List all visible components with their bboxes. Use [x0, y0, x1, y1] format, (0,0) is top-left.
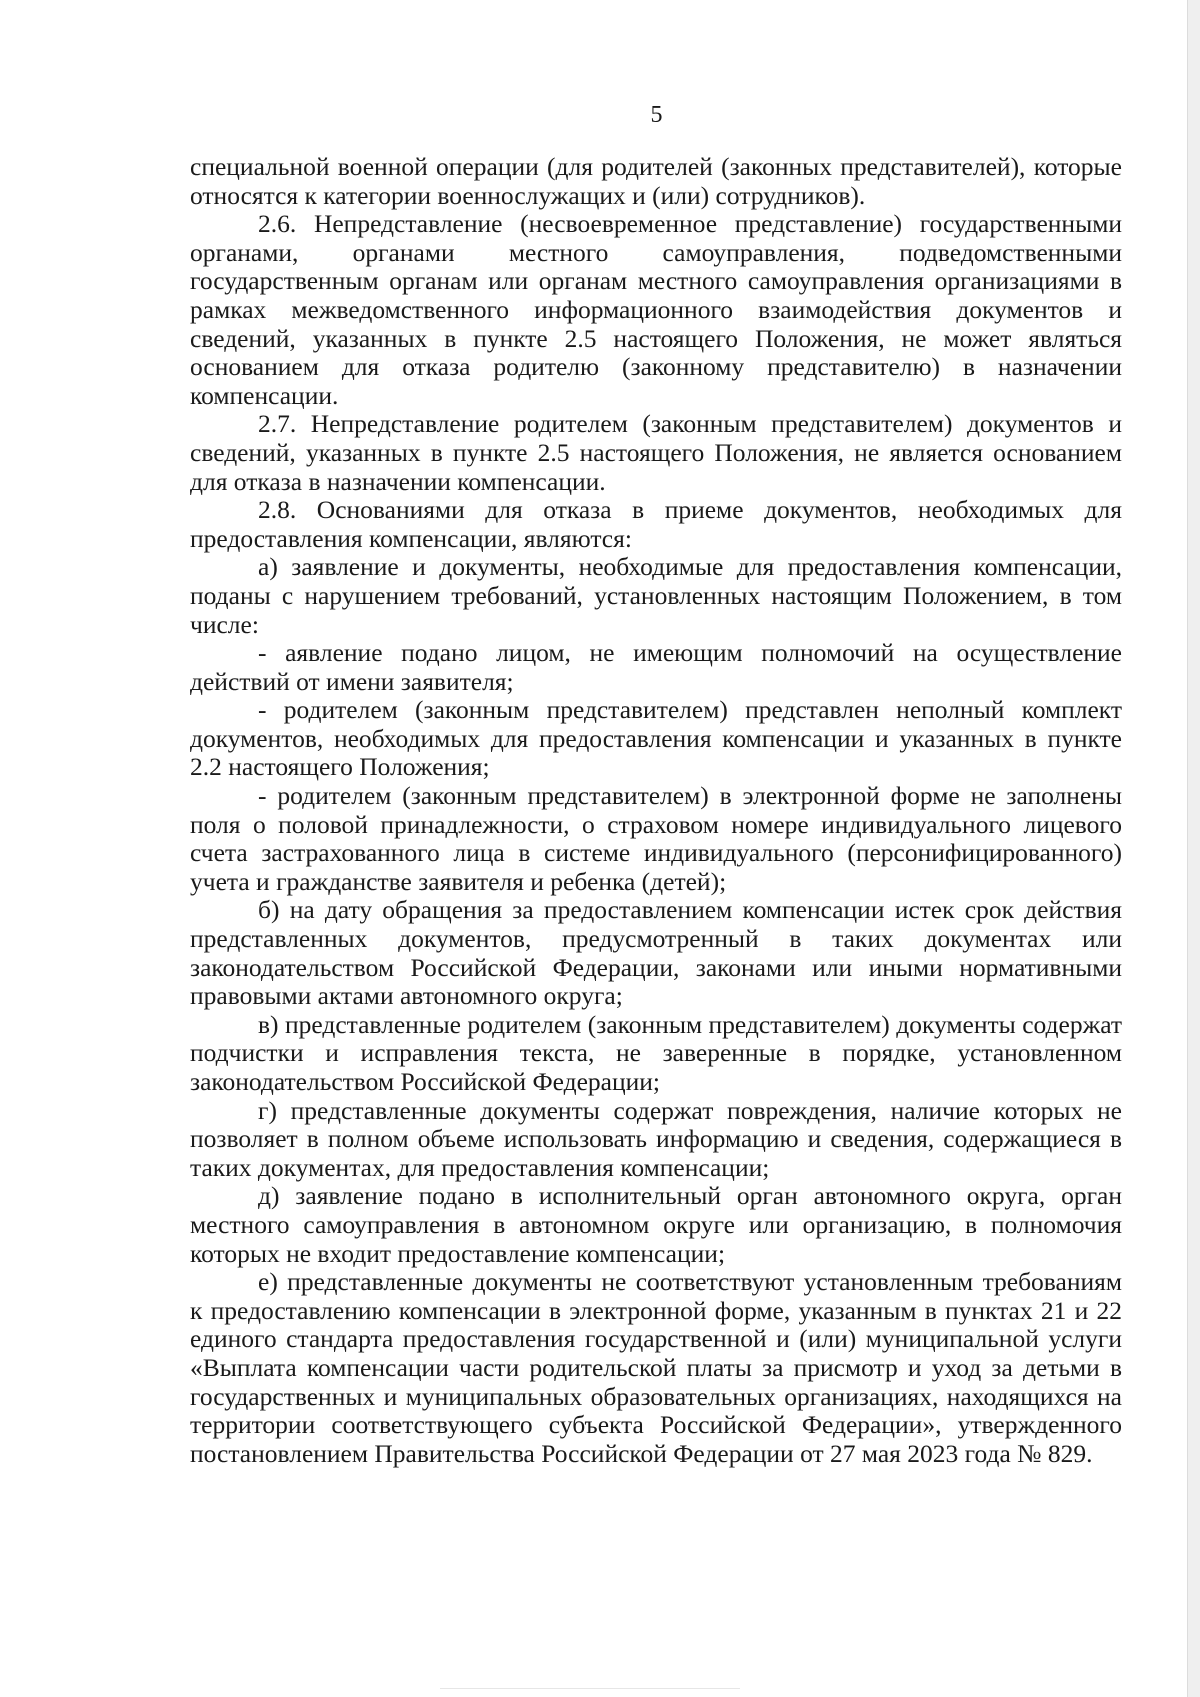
paragraph-continuation: специальной военной операции (для родителей (законных представителей), которые относятся к категории военнослужащих и (или) сотрудников).	[190, 152, 1122, 210]
item-b: б) на дату обращения за предоставлением компенсации истек срок действия представленных документов, предусмотренный в таких документах или законодательством Российской Федерации, законами или иными нормативными правовыми актами автономного округа;	[190, 895, 1122, 1011]
item-v: в) представленные родителем (законным представителем) документы содержат подчистки и исправления текста, не заверенные в порядке, установленном законодательством Российской Федерации;	[190, 1009, 1122, 1096]
item-d: д) заявление подано в исполнительный орган автономного округа, орган местного самоуправления в автономном округе или организацию, в полномочия которых не входит предоставление компенсации;	[190, 1181, 1122, 1268]
page-number: 5	[650, 102, 663, 128]
document-body	[190, 153, 1122, 1468]
scan-artifact-line	[440, 1688, 740, 1689]
paragraph-2-6: 2.6. Непредставление (несвоевременное представление) государственными органами, органами местного самоуправления, подведомственными государственным органам или органам местного самоуправления организациями в рамках межведомственного информационного взаимодействия документов и сведений, указанных в пункте 2.5 настоящего Положения, не может являться основанием для отказа родителю (законному представителю) в назначении компенсации.	[190, 209, 1122, 410]
sub-item-dash-1: - аявление подано лицом, не имеющим полномочий на осуществление действий от имени заявителя;	[190, 638, 1122, 696]
item-a: а) заявление и документы, необходимые для предоставления компенсации, поданы с нарушением требований, установленных настоящим Положением, в том числе:	[190, 552, 1122, 639]
paragraph-2-7: 2.7. Непредставление родителем (законным представителем) документов и сведений, указанных в пункте 2.5 настоящего Положения, не является основанием для отказа в назначении компенсации.	[190, 409, 1122, 496]
sub-item-dash-3: - родителем (законным представителем) в электронной форме не заполнены поля о половой принадлежности, о страховом номере индивидуального лицевого счета застрахованного лица в системе индивидуального (персонифицированного) учета и гражданстве заявителя и ребенка (детей);	[190, 781, 1122, 896]
sub-item-dash-2: - родителем (законным представителем) представлен неполный комплект документов, необходимых для предоставления компенсации и указанных в пункте 2.2 настоящего Положения;	[190, 695, 1122, 782]
item-g: г) представленные документы содержат повреждения, наличие которых не позволяет в полном объеме использовать информацию и сведения, содержащиеся в таких документах, для предоставления компенсации;	[190, 1095, 1122, 1182]
paragraph-2-8: 2.8. Основаниями для отказа в приеме документов, необходимых для предоставления компенсации, являются:	[190, 495, 1122, 553]
item-e: е) представленные документы не соответствуют установленным требованиям к предоставлению компенсации в электронной форме, указанным в пунктах 21 и 22 единого стандарта предоставления государственной и (или) муниципальной услуги «Выплата компенсации части родительской платы за присмотр и уход за детьми в государственных и муниципальных образовательных организациях, находящихся на территории соответствующего субъекта Российской Федерации», утвержденного постановлением Правительства Российской Федерации от 27 мая 2023 года № 829.	[190, 1267, 1122, 1468]
scan-edge-shadow	[1187, 0, 1200, 1697]
